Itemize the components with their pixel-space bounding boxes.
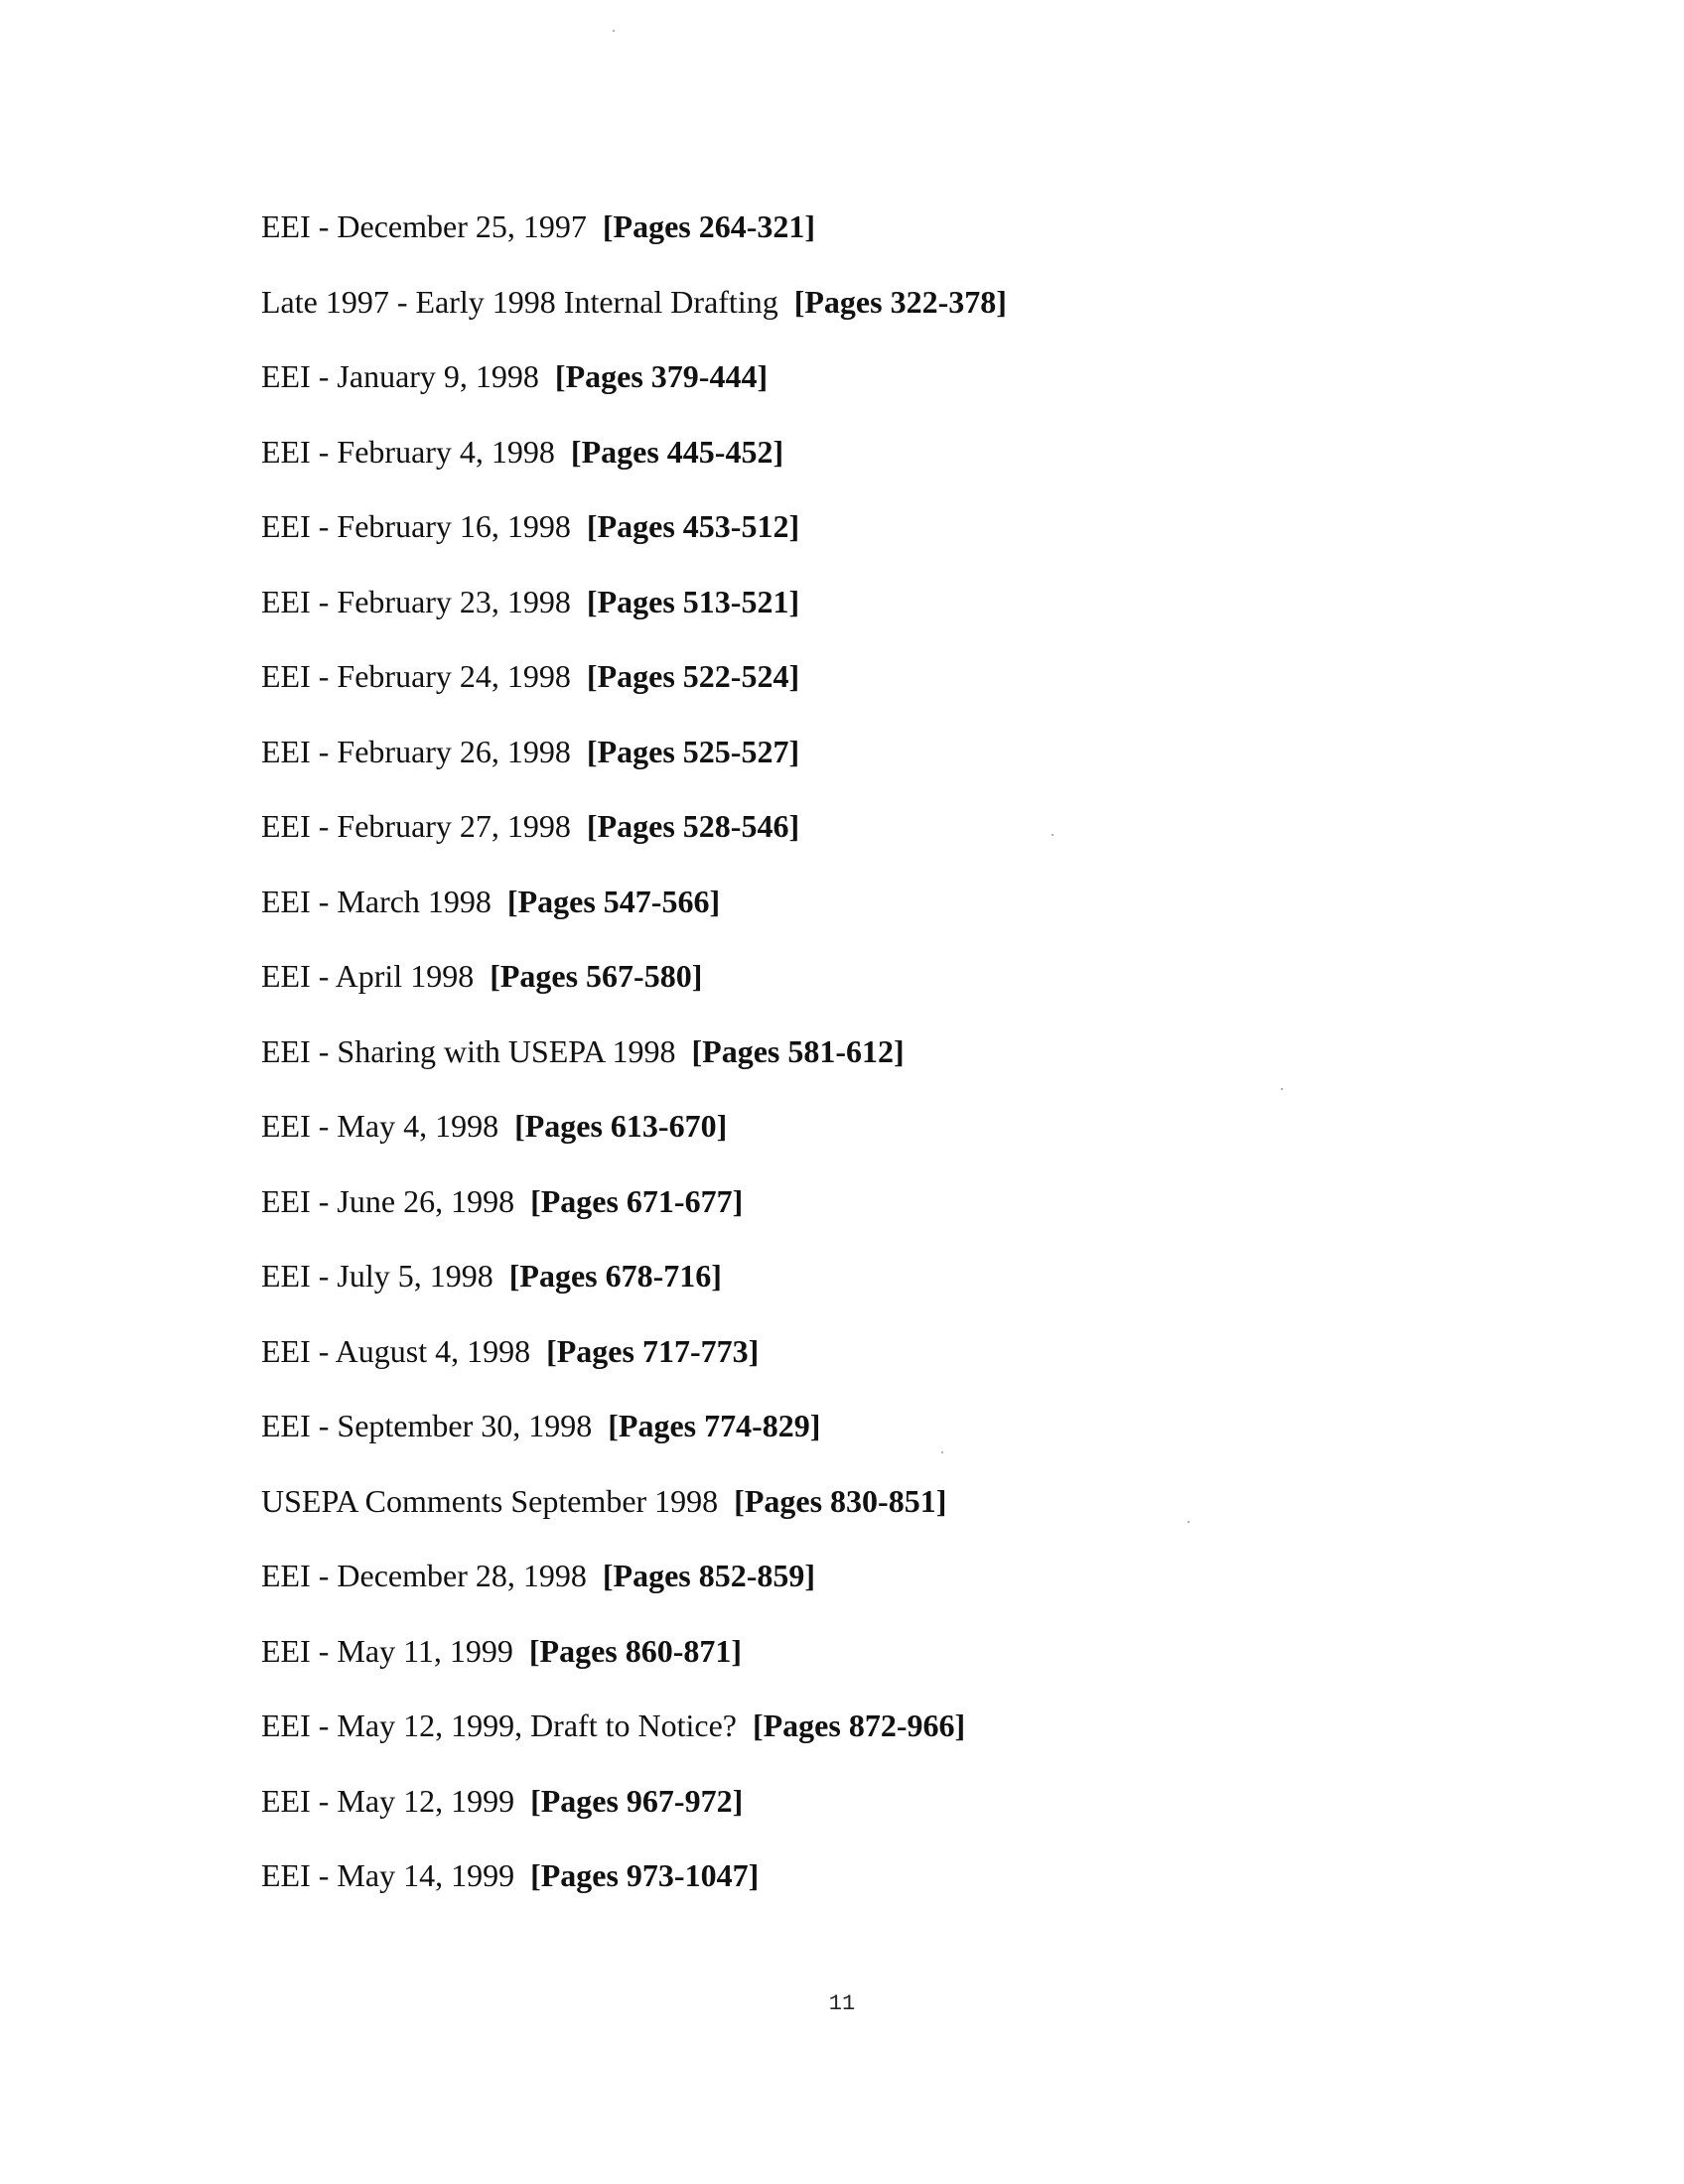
entry-label: EEI - August 4, 1998 bbox=[261, 1332, 531, 1369]
entry-page-range: [Pages 528-546] bbox=[586, 808, 800, 844]
index-entry bbox=[261, 1552, 1007, 1627]
entry-page-range: [Pages 567-580] bbox=[490, 958, 703, 994]
entry-label: EEI - April 1998 bbox=[261, 958, 475, 994]
entry-page-range: [Pages 830-851] bbox=[734, 1482, 947, 1519]
entry-page-range: [Pages 322-378] bbox=[793, 283, 1007, 320]
entry-page-range: [Pages 522-524] bbox=[586, 658, 800, 694]
entry-label: EEI - February 27, 1998 bbox=[261, 808, 571, 844]
index-entry bbox=[261, 1851, 1007, 1927]
index-entry bbox=[261, 1102, 1007, 1177]
entry-label: EEI - May 11, 1999 bbox=[261, 1632, 513, 1669]
entry-label: EEI - May 12, 1999 bbox=[261, 1782, 515, 1819]
entry-label: EEI - December 25, 1997 bbox=[261, 208, 587, 244]
entry-page-range: [Pages 973-1047] bbox=[530, 1857, 760, 1893]
entry-page-range: [Pages 513-521] bbox=[586, 583, 800, 619]
index-entry bbox=[261, 652, 1007, 728]
entry-page-range: [Pages 453-512] bbox=[586, 508, 800, 544]
entry-page-range: [Pages 379-444] bbox=[554, 358, 769, 394]
index-entry bbox=[261, 428, 1007, 503]
index-entry bbox=[261, 1702, 1007, 1777]
scan-speck bbox=[1052, 834, 1053, 836]
entry-page-range: [Pages 525-527] bbox=[586, 733, 800, 769]
entry-label: EEI - February 24, 1998 bbox=[261, 658, 571, 694]
entry-page-range: [Pages 445-452] bbox=[570, 433, 784, 470]
index-entry bbox=[261, 278, 1007, 353]
entry-label: EEI - September 30, 1998 bbox=[261, 1408, 593, 1443]
scan-speck bbox=[1188, 1521, 1190, 1523]
entry-page-range: [Pages 774-829] bbox=[608, 1408, 821, 1443]
entry-label: EEI - January 9, 1998 bbox=[261, 358, 539, 394]
entry-label: EEI - May 4, 1998 bbox=[261, 1108, 499, 1144]
index-entry bbox=[261, 578, 1007, 653]
index-entry bbox=[261, 203, 1007, 278]
index-entry bbox=[261, 1177, 1007, 1253]
entry-page-range: [Pages 613-670] bbox=[514, 1108, 728, 1144]
entry-label: EEI - Sharing with USEPA 1998 bbox=[261, 1032, 676, 1069]
index-entry bbox=[261, 1402, 1007, 1477]
entry-page-range: [Pages 671-677] bbox=[530, 1182, 744, 1219]
entry-page-range: [Pages 581-612] bbox=[691, 1032, 905, 1069]
index-entry bbox=[261, 878, 1007, 953]
index-entry bbox=[261, 1627, 1007, 1703]
entry-label: EEI - March 1998 bbox=[261, 883, 491, 919]
scan-speck bbox=[613, 30, 615, 32]
entry-page-range: [Pages 872-966] bbox=[752, 1707, 966, 1743]
entry-page-range: [Pages 717-773] bbox=[546, 1332, 760, 1369]
entry-label: EEI - July 5, 1998 bbox=[261, 1258, 493, 1294]
entry-label: EEI - February 23, 1998 bbox=[261, 583, 571, 619]
entry-label: EEI - May 14, 1999 bbox=[261, 1857, 515, 1893]
index-entry bbox=[261, 728, 1007, 803]
entry-page-range: [Pages 678-716] bbox=[508, 1258, 722, 1294]
document-index-list bbox=[261, 203, 1007, 1927]
index-entry bbox=[261, 1477, 1007, 1553]
entry-label: USEPA Comments September 1998 bbox=[261, 1482, 719, 1519]
index-entry bbox=[261, 502, 1007, 578]
index-entry bbox=[261, 802, 1007, 878]
entry-page-range: [Pages 547-566] bbox=[506, 883, 721, 919]
page-number: 11 bbox=[828, 1991, 856, 2016]
entry-label: EEI - February 16, 1998 bbox=[261, 508, 571, 544]
entry-label: EEI - December 28, 1998 bbox=[261, 1558, 587, 1593]
entry-page-range: [Pages 264-321] bbox=[602, 208, 816, 244]
entry-label: EEI - February 26, 1998 bbox=[261, 733, 571, 769]
index-entry bbox=[261, 1252, 1007, 1327]
entry-page-range: [Pages 967-972] bbox=[530, 1782, 744, 1819]
entry-label: EEI - May 12, 1999, Draft to Notice? bbox=[261, 1707, 737, 1743]
entry-label: EEI - June 26, 1998 bbox=[261, 1182, 515, 1219]
entry-page-range: [Pages 860-871] bbox=[528, 1632, 743, 1669]
entry-label: EEI - February 4, 1998 bbox=[261, 433, 555, 470]
entry-page-range: [Pages 852-859] bbox=[602, 1558, 816, 1593]
index-entry bbox=[261, 1777, 1007, 1852]
index-entry bbox=[261, 1027, 1007, 1103]
index-entry bbox=[261, 1327, 1007, 1403]
index-entry bbox=[261, 952, 1007, 1027]
entry-label: Late 1997 - Early 1998 Internal Drafting bbox=[261, 283, 778, 320]
scan-speck bbox=[1281, 1088, 1283, 1090]
index-entry bbox=[261, 352, 1007, 428]
